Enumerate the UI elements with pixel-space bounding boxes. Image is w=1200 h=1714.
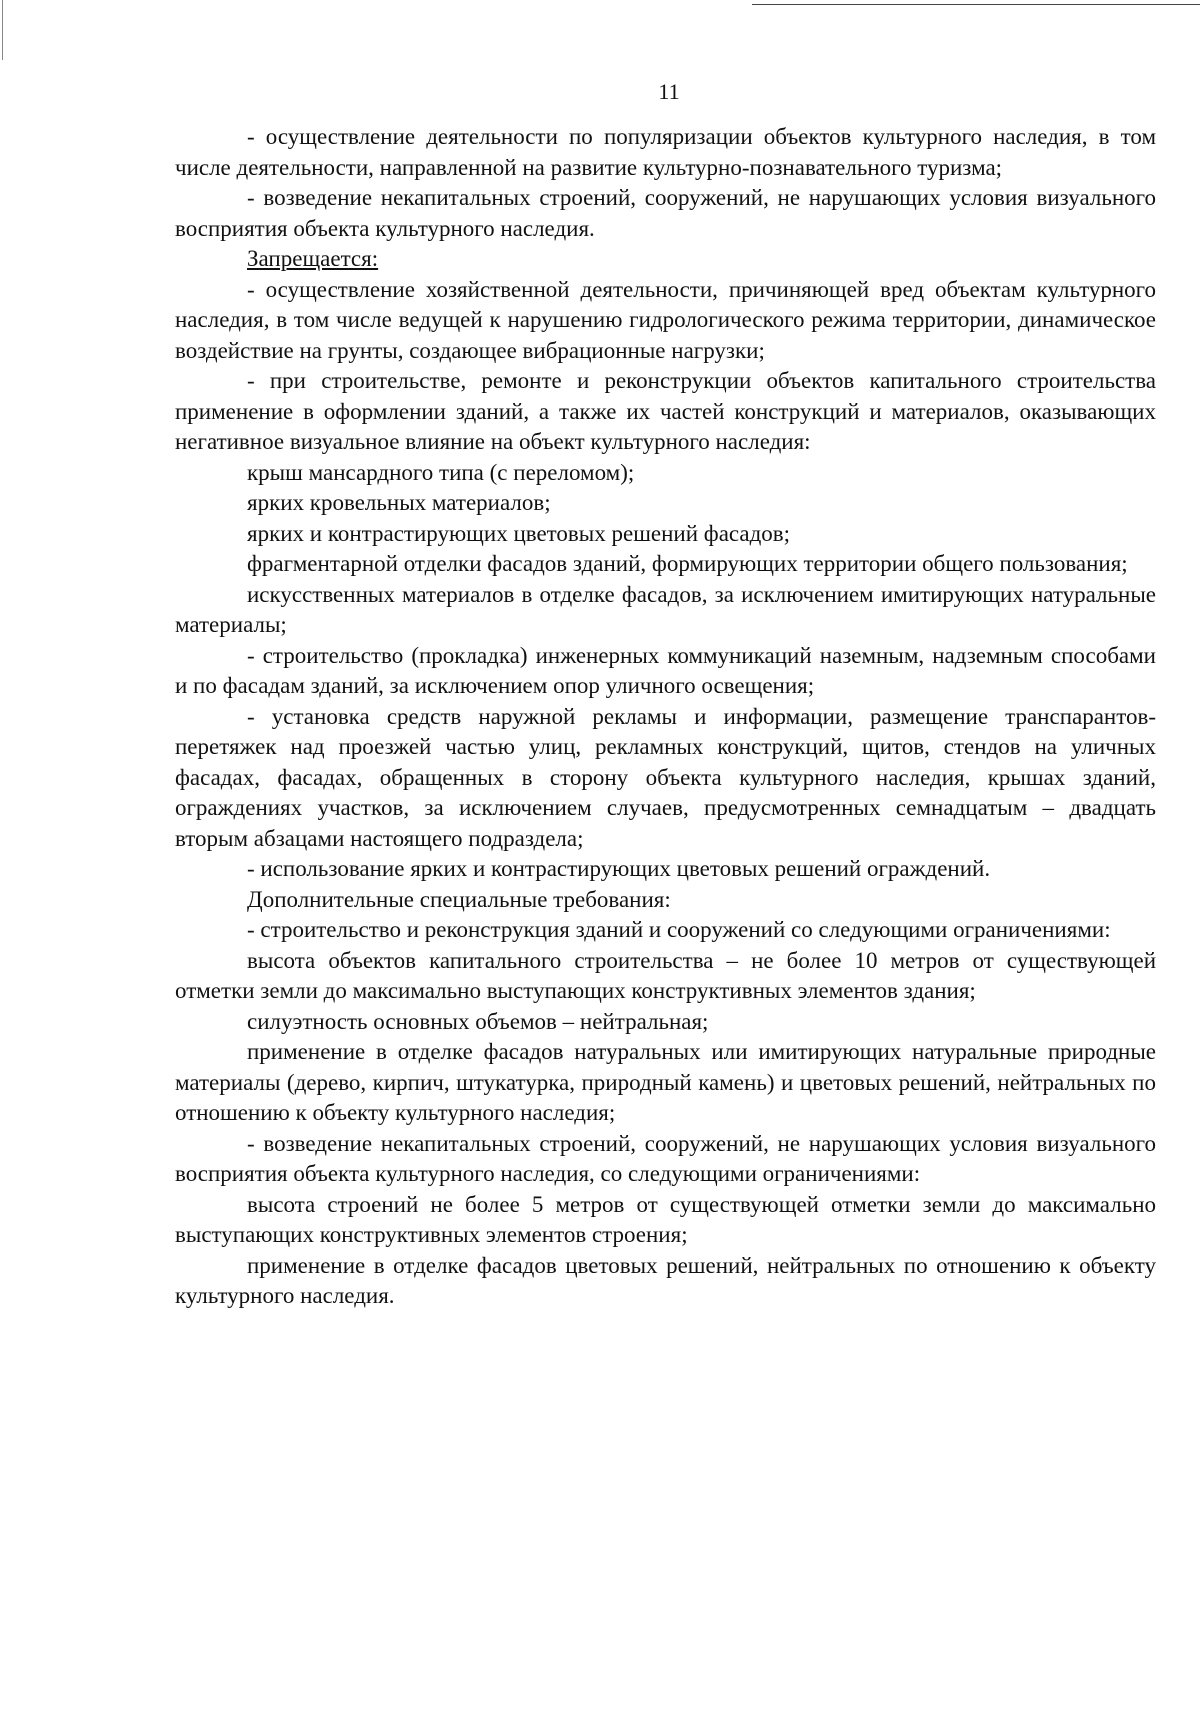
document-body bbox=[175, 122, 1156, 1312]
section-heading-prohibited bbox=[175, 244, 1156, 275]
paragraph: - возведение некапитальных строений, сооружений, не нарушающих условия визуального восприятия объекта культурного наследия, со следующими ограничениями: bbox=[175, 1130, 1156, 1186]
paragraph: - использование ярких и контрастирующих цветовых решений ограждений. bbox=[247, 856, 991, 881]
list-item: высота объектов капитального строительства – не более 10 метров от существующей отметки земли до максимально выступающих конструктивных элементов здания; bbox=[175, 947, 1156, 1003]
paragraph: - строительство и реконструкция зданий и сооружений со следующими ограничениями: bbox=[247, 917, 1111, 942]
section-heading-additional: Дополнительные специальные требования: bbox=[247, 886, 671, 912]
list-item: ярких и контрастирующих цветовых решений фасадов; bbox=[247, 520, 791, 546]
list-item: применение в отделке фасадов натуральных или имитирующих натуральные природные материалы (дерево, кирпич, штукатурка, природный камень) и цветовых решений, нейтральных по отношению к объекту культурного наследия; bbox=[175, 1039, 1156, 1125]
paragraph: - осуществление деятельности по популяризации объектов культурного наследия, в том числе деятельности, направленной на развитие культурно-познавательного туризма; bbox=[175, 124, 1156, 180]
list-item: ярких кровельных материалов; bbox=[247, 490, 551, 515]
paragraph: - установка средств наружной рекламы и информации, размещение транспарантов-перетяжек над проезжей частью улиц, рекламных конструкций, щитов, стендов на уличных фасадах, фасадах, обращенных в сторону объекта культурного наследия, крышах зданий, ограждениях участков, за исключением случаев, предусмотренных семнадцатым – двадцать вторым абзацами настоящего подраздела; bbox=[175, 703, 1156, 851]
paragraph: - возведение некапитальных строений, сооружений, не нарушающих условия визуального восприятия объекта культурного наследия. bbox=[175, 185, 1156, 241]
list-item: фрагментарной отделки фасадов зданий, формирующих территории общего пользования; bbox=[247, 551, 1128, 576]
paragraph: - осуществление хозяйственной деятельности, причиняющей вред объектам культурного наследия, в том числе ведущей к нарушению гидрологического режима территории, динамическое воздействие на грунты, создающее вибрационные нагрузки; bbox=[175, 276, 1156, 363]
page-number: 11 bbox=[658, 79, 680, 104]
paragraph: - при строительстве, ремонте и реконструкции объектов капитального строительства применение в оформлении зданий, а также их частей конструкций и материалов, оказывающих негативное визуальное влияние на объект культурного наследия: bbox=[175, 368, 1156, 454]
section-heading-text: Запрещается: bbox=[247, 246, 379, 271]
scan-edge-line bbox=[2, 0, 3, 60]
list-item: применение в отделке фасадов цветовых решений, нейтральных по отношению к объекту культурного наследия. bbox=[175, 1252, 1156, 1308]
paragraph: - строительство (прокладка) инженерных коммуникаций наземным, надземным способами и по фасадам зданий, за исключением опор уличного освещения; bbox=[175, 642, 1156, 698]
list-item: искусственных материалов в отделке фасадов, за исключением имитирующих натуральные материалы; bbox=[175, 581, 1156, 637]
list-item: силуэтность основных объемов – нейтральная; bbox=[247, 1008, 709, 1034]
scan-edge-line bbox=[752, 4, 1200, 5]
list-item: крыш мансардного типа (с переломом); bbox=[247, 459, 635, 485]
list-item: высота строений не более 5 метров от существующей отметки земли до максимально выступающих конструктивных элементов строения; bbox=[175, 1191, 1156, 1247]
